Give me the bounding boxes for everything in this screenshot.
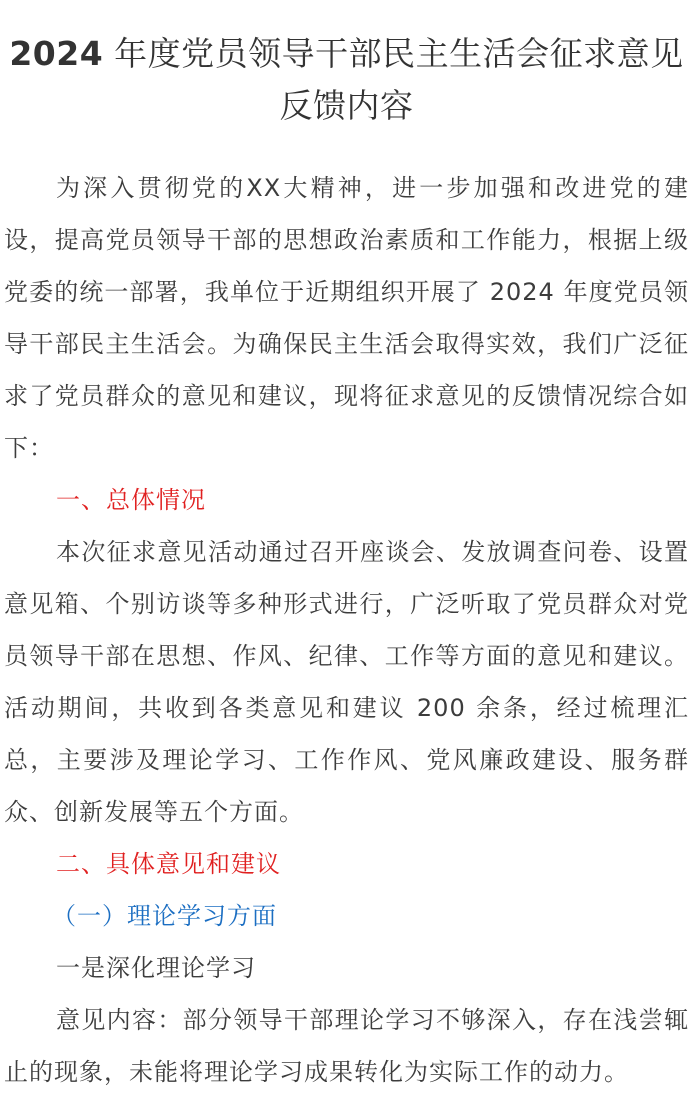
item-opinion-content: 意见内容：部分领导干部理论学习不够深入，存在浅尝辄止的现象，未能将理论学习成果转化为实际工作的动力。 bbox=[4, 1006, 689, 1086]
intro-paragraph: 为深入贯彻党的XX大精神，进一步加强和改进党的建设，提高党员领导干部的思想政治素质和工作能力，根据上级党委的统一部署，我单位于近期组织开展了 2024 年度党员领导干部民主生活会。为确保民主生活会取得实效，我们广泛征求了党员群众的意见和建议，现将征求意见的反馈情况综合如下： bbox=[4, 174, 689, 462]
subsection-heading-theory-study: （一）理论学习方面 bbox=[52, 902, 277, 930]
section-heading-specific-opinions: 二、具体意见和建议 bbox=[56, 850, 281, 878]
title-year: 2024 bbox=[9, 34, 104, 73]
overview-paragraph: 本次征求意见活动通过召开座谈会、发放调查问卷、设置意见箱、个别访谈等多种形式进行，广泛听取了党员群众对党员领导干部在思想、作风、纪律、工作等方面的意见和建议。活动期间，共收到各类意见和建议 200 余条，经过梳理汇总，主要涉及理论学习、工作作风、党风廉政建设、服务群众、创新发展等五个方面。 bbox=[4, 538, 689, 826]
document-title bbox=[4, 28, 689, 132]
title-text: 年度党员领导干部民主生活会征求意见反馈内容 bbox=[103, 34, 684, 125]
item-title-deepen-theory-study: 一是深化理论学习 bbox=[56, 954, 256, 982]
document-body bbox=[4, 162, 689, 1098]
section-heading-overview: 一、总体情况 bbox=[56, 486, 206, 514]
